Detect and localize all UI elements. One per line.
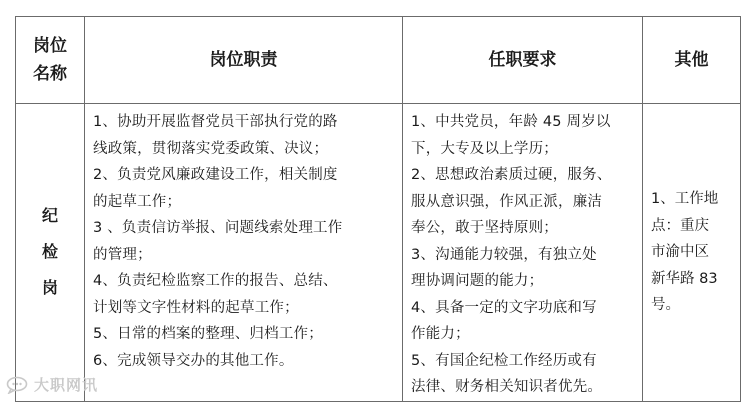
requirement-line: 作能力； (411, 326, 470, 342)
position-name-char: 检 (41, 242, 58, 262)
other-line: 号。 (651, 297, 680, 313)
requirement-line: 下，大专及以上学历； (411, 140, 558, 157)
duty-line: 计划等文字性材料的起草工作； (93, 299, 299, 316)
requirement-line: 2、思想政治素质过硬，服务、 (411, 167, 612, 183)
duty-line: 4、负责纪检监察工作的报告、总结、 (93, 273, 338, 289)
duty-line: 的起草工作； (93, 193, 182, 210)
duty-line: 3 、负责信访举报、问题线索处理工作 (93, 220, 343, 236)
header-position-name-line2: 名称 (33, 64, 67, 84)
requirements-cell (403, 104, 643, 402)
duty-line: 2、负责党风廉政建设工作，相关制度 (93, 167, 338, 183)
duty-line: 5、日常的档案的整理、归档工作； (93, 326, 323, 342)
requirement-line: 法律、财务相关知识者优先。 (411, 379, 603, 395)
position-name-cell (16, 104, 85, 402)
requirement-line: 服从意识强，作风正派，廉洁 (411, 193, 603, 210)
position-name-char: 岗 (41, 278, 58, 298)
header-position-name-line1: 岗位 (33, 36, 67, 56)
header-position-name (16, 17, 85, 104)
header-other: 其他 (643, 17, 741, 104)
other-line: 新华路 83 (651, 270, 718, 287)
duty-line: 1、协助开展监督党员干部执行党的路 (93, 114, 338, 130)
duty-cell (85, 104, 403, 402)
header-requirements: 任职要求 (403, 17, 643, 104)
job-table (15, 16, 741, 402)
requirement-line: 4、具备一定的文字功底和写 (411, 299, 597, 316)
duty-line: 6、完成领导交办的其他工作。 (93, 352, 294, 369)
header-duty: 岗位职责 (85, 17, 403, 104)
duty-line: 的管理； (93, 246, 152, 263)
other-line: 点：重庆 (651, 217, 709, 234)
duty-line: 线政策，贯彻落实党委政策、决议； (93, 140, 329, 157)
requirement-line: 1、中共党员，年龄 45 周岁以 (411, 114, 611, 130)
watermark-text: 大职网讯 (34, 376, 99, 394)
position-name-char: 纪 (41, 206, 58, 226)
requirement-line: 5、有国企纪检工作经历或有 (411, 352, 597, 369)
requirement-line: 3、沟通能力较强，有独立处 (411, 246, 597, 263)
table-row (16, 104, 741, 402)
requirement-line: 理协调问题的能力； (411, 273, 544, 289)
header-row (16, 17, 741, 104)
other-line: 市渝中区 (651, 244, 709, 260)
chat-bubble-logo-icon (6, 376, 28, 394)
other-line: 1、工作地 (651, 191, 719, 207)
watermark (6, 374, 98, 395)
requirement-line: 奉公，敢于坚持原则； (411, 220, 558, 236)
other-cell (643, 104, 741, 402)
